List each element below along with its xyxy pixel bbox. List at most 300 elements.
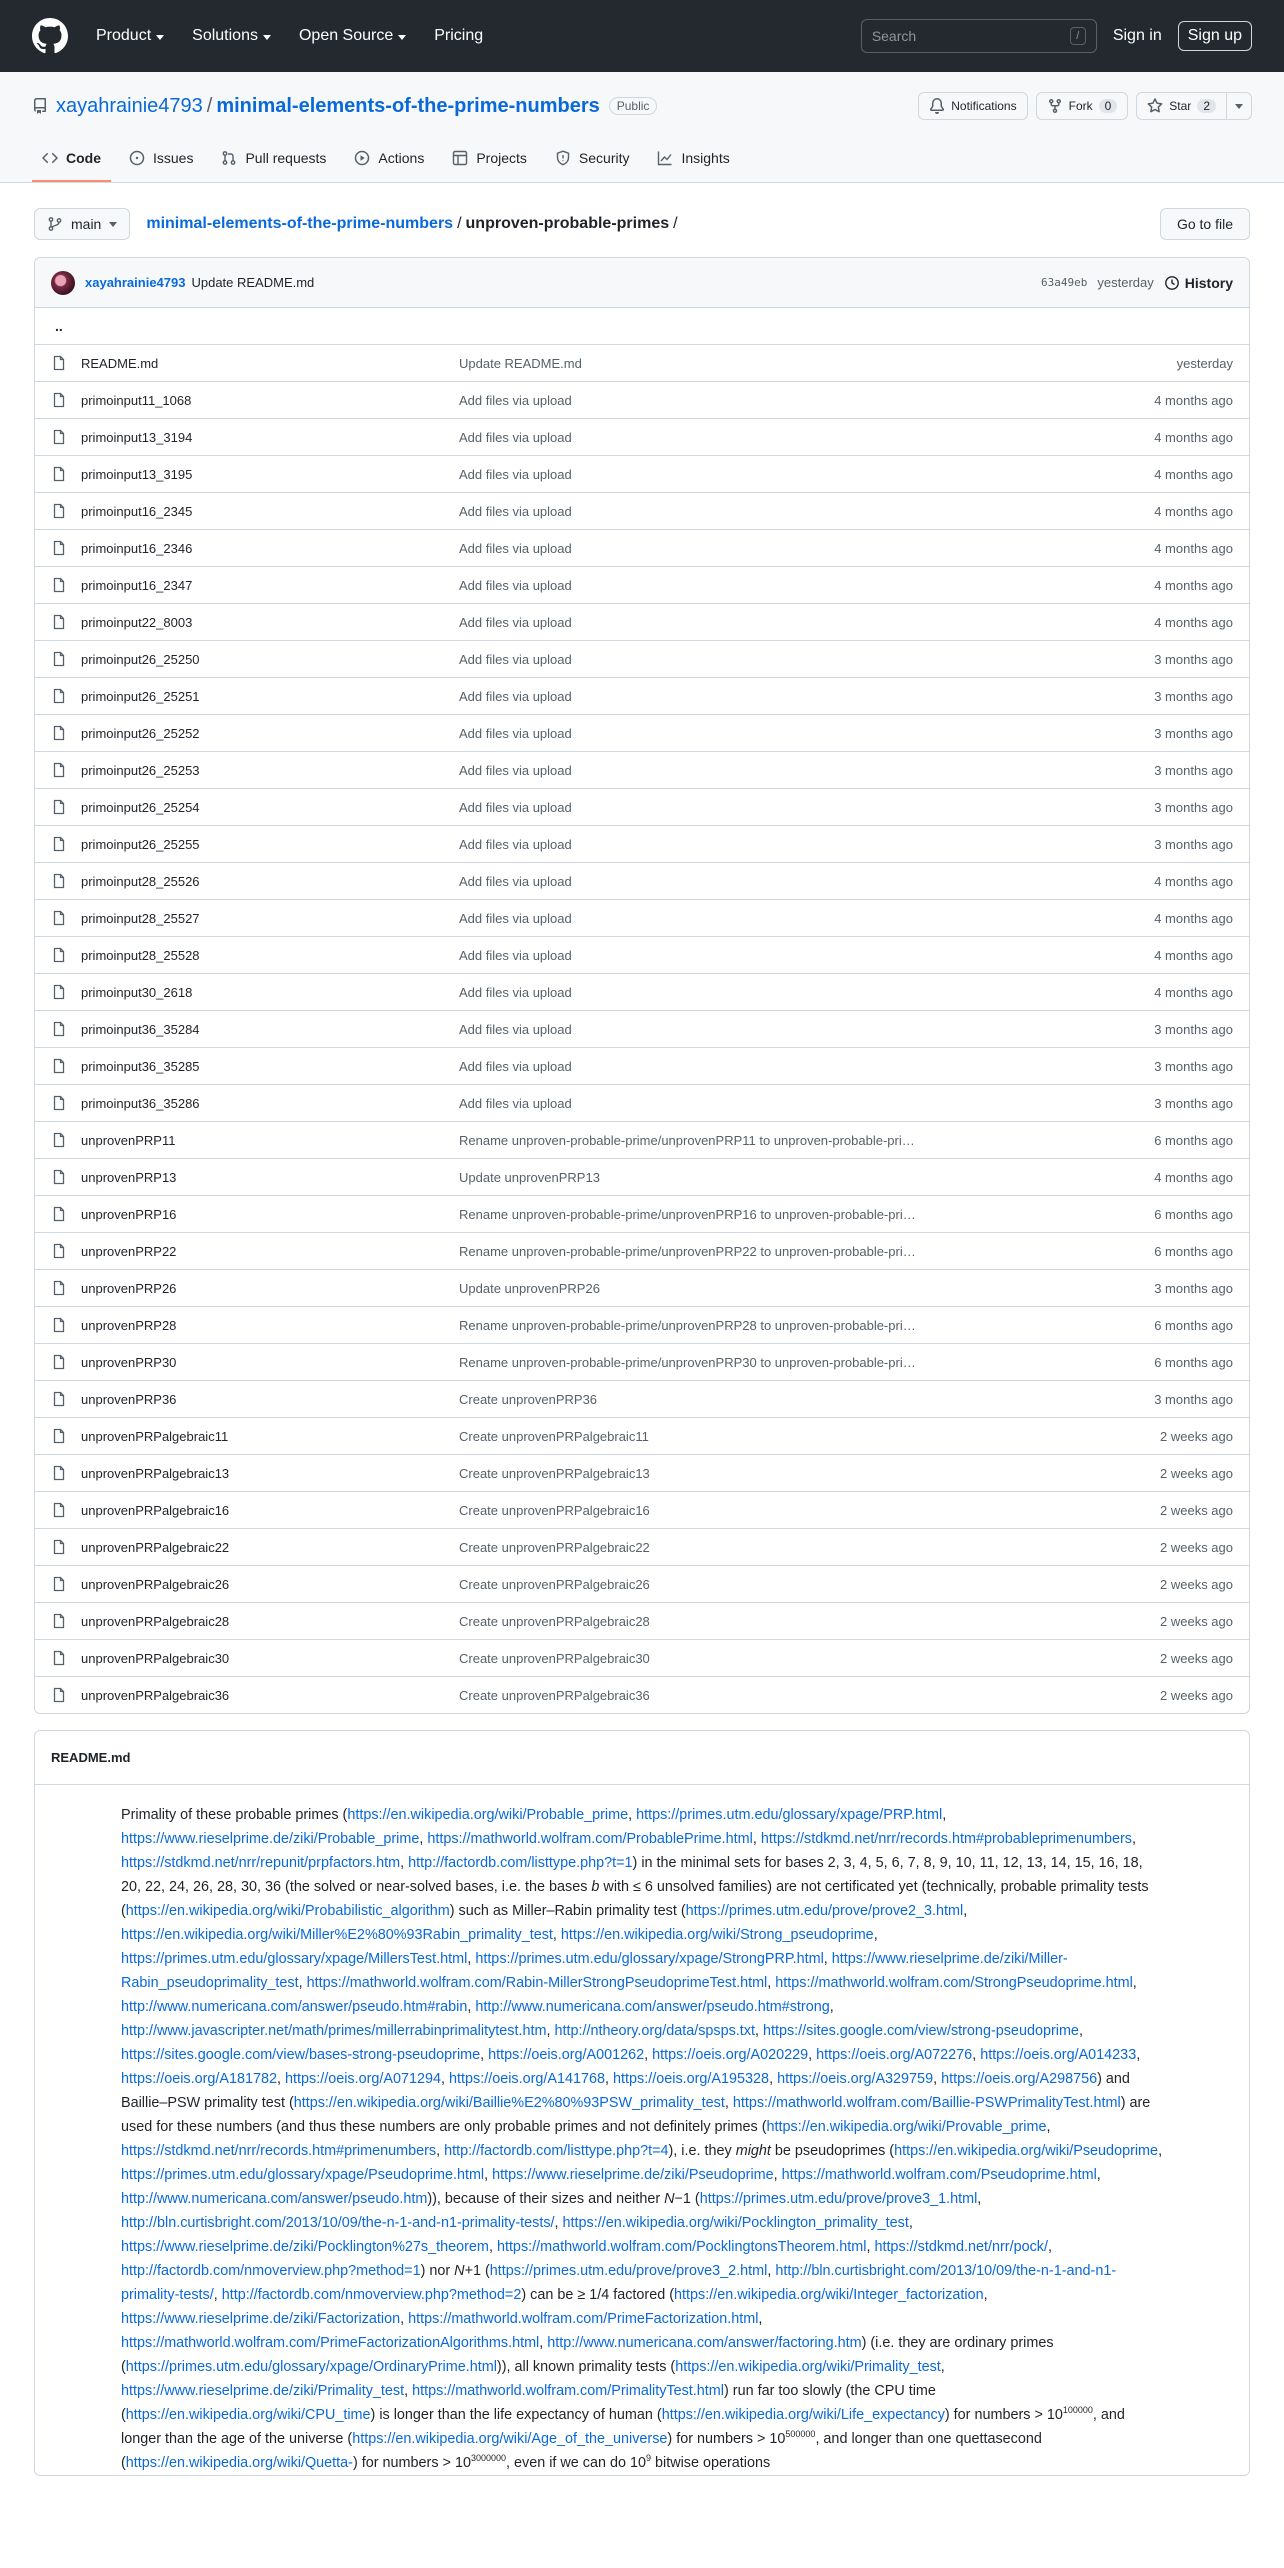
file-name-link[interactable]: unprovenPRP36 (81, 1391, 177, 1407)
file-commit-message-link[interactable]: Update README.md (459, 355, 582, 371)
file-date: 2 weeks ago (1160, 1539, 1233, 1555)
repo-tabs (32, 142, 1252, 182)
readme-link[interactable]: https://mathworld.wolfram.com/Baillie-PSWPrimalityTest.html (732, 2095, 1121, 2111)
file-name-link[interactable]: unprovenPRP28 (81, 1317, 177, 1333)
readme-link[interactable]: https://oeis.org/A072276 (816, 2047, 973, 2063)
file-commit-message-link[interactable]: Create unprovenPRPalgebraic30 (459, 1650, 650, 1666)
readme-text: bitwise operations (651, 2455, 771, 2471)
readme-text: Primality of these probable primes ( (121, 1807, 348, 1823)
branch-selector[interactable] (34, 208, 130, 240)
readme-text: , and longer than one quettasecond ( (121, 2431, 1042, 2471)
file-commit-message-link[interactable]: Update unprovenPRP13 (459, 1169, 600, 1185)
file-commit-message-link[interactable]: Add files via upload (459, 429, 572, 445)
readme-link[interactable]: https://mathworld.wolfram.com/ProbablePrime.html (427, 1831, 753, 1847)
fork-count: 0 (1099, 99, 1118, 113)
readme-italic-text: might (735, 2143, 771, 2159)
readme-link[interactable]: https://sites.google.com/view/strong-pseudoprime (762, 2023, 1079, 2039)
file-name-link[interactable]: unprovenPRPalgebraic30 (81, 1650, 230, 1666)
file-commit-message-link[interactable]: Add files via upload (459, 873, 572, 889)
file-name-link[interactable]: unprovenPRP26 (81, 1280, 177, 1296)
readme-link[interactable]: https://oeis.org/A141768 (449, 2071, 606, 2087)
file-date: 6 months ago (1154, 1243, 1233, 1259)
sign-in-link[interactable]: Sign in (1112, 27, 1162, 44)
readme-text: , (754, 2023, 763, 2039)
file-name-link[interactable]: primoinput13_3194 (81, 429, 193, 445)
file-name-link[interactable]: unprovenPRPalgebraic28 (81, 1613, 230, 1629)
file-date: 3 months ago (1154, 799, 1233, 815)
readme-link[interactable]: https://stdkmd.net/nrr/pock/ (874, 2239, 1048, 2255)
tab-insights[interactable] (647, 142, 739, 182)
table-row (35, 677, 1249, 714)
readme-link[interactable]: https://oeis.org/A181782 (121, 2071, 278, 2087)
readme-link[interactable]: https://en.wikipedia.org/wiki/Primality_test (675, 2359, 941, 2375)
readme-text: ) is longer than the life expectancy of human ( (370, 2407, 662, 2423)
file-date: 4 months ago (1154, 540, 1233, 556)
file-commit-message-link[interactable]: Add files via upload (459, 466, 572, 482)
tab-pull-requests[interactable] (211, 142, 336, 182)
readme-link[interactable]: https://mathworld.wolfram.com/StrongPseudoprime.html (775, 1975, 1133, 1991)
file-commit-message-link[interactable]: Add files via upload (459, 503, 572, 519)
parent-directory-link[interactable]: .. (55, 318, 63, 334)
file-name-link[interactable]: unprovenPRPalgebraic36 (81, 1687, 230, 1703)
readme-link[interactable]: https://www.rieselprime.de/ziki/Primality_test (121, 2383, 405, 2399)
readme-link[interactable]: https://primes.utm.edu/glossary/xpage/OrdinaryPrime.html (125, 2359, 497, 2375)
sign-up-button[interactable]: Sign up (1178, 21, 1252, 51)
readme-text: , (942, 1807, 947, 1823)
chevron-down-icon (1235, 104, 1243, 109)
nav-open-source[interactable] (299, 27, 406, 45)
file-name-link[interactable]: unprovenPRP16 (81, 1206, 177, 1222)
readme-text: ) such as Miller–Rabin primality test ( (449, 1903, 686, 1919)
table-row (35, 418, 1249, 455)
readme-text: , (972, 2047, 981, 2063)
readme-text: , (644, 2047, 653, 2063)
readme-link[interactable]: http://www.numericana.com/answer/pseudo.htm (121, 2191, 428, 2207)
readme-text: , (1048, 2239, 1052, 2255)
file-commit-message-link[interactable]: Add files via upload (459, 577, 572, 593)
readme-text: , (488, 2239, 497, 2255)
readme-link[interactable]: https://en.wikipedia.org/wiki/Pocklington_primality_test (562, 2215, 909, 2231)
readme-link[interactable]: https://oeis.org/A329759 (777, 2071, 934, 2087)
readme-link[interactable]: https://primes.utm.edu/prove/prove3_1.html (699, 2191, 978, 2207)
readme-link[interactable]: http://www.numericana.com/answer/factoring.htm (547, 2335, 862, 2351)
nav-product-label: Product (96, 27, 152, 44)
readme-text: , (823, 1951, 832, 1967)
readme-link[interactable]: https://www.rieselprime.de/ziki/Pocklington%27s_theorem (121, 2239, 489, 2255)
file-name-link[interactable]: README.md (81, 355, 159, 371)
file-name-link[interactable]: unprovenPRP22 (81, 1243, 177, 1259)
readme-text: , (298, 1975, 307, 1991)
readme-body (35, 1785, 1249, 2475)
file-icon (51, 984, 67, 1000)
table-row (35, 1232, 1249, 1269)
table-row (35, 603, 1249, 640)
readme-italic-text: N (664, 2191, 675, 2207)
readme-link[interactable]: https://primes.utm.edu/glossary/xpage/PRP.html (636, 1807, 943, 1823)
readme-link[interactable]: https://en.wikipedia.org/wiki/Miller%E2%80%93Rabin_primality_test (121, 1927, 553, 1943)
repo-owner-link[interactable]: xayahrainie4793 (56, 94, 203, 117)
readme-text: , (773, 2167, 782, 2183)
file-commit-message-link[interactable]: Rename unproven-probable-prime/unprovenPRP28 to unproven-probable-pri… (459, 1317, 916, 1333)
readme-link[interactable]: http://www.javascripter.net/math/primes/millerrabinprimalitytest.htm (121, 2023, 547, 2039)
readme-link[interactable]: https://en.wikipedia.org/wiki/Life_expectancy (661, 2407, 945, 2423)
file-commit-message-link[interactable]: Add files via upload (459, 392, 572, 408)
play-icon (354, 150, 370, 166)
file-name-link[interactable]: unprovenPRPalgebraic16 (81, 1502, 230, 1518)
file-name-link[interactable]: unprovenPRP30 (81, 1354, 177, 1370)
readme-text: ) in the minimal sets for bases 2, 3, 4, 5, 6, 7, 8, 9, 10, 11, 12, 13, 14, 15, 16, 18, 20, 22, 24, 26, 28, 30, 36 (the solved or near-solved bases, i.e. the bases (121, 1855, 1143, 1895)
readme-link[interactable]: http://www.numericana.com/answer/pseudo.htm#rabin (121, 1999, 468, 2015)
readme-text: with ≤ 6 unsolved families) are not certificated yet (technically, probable primality tests ( (121, 1879, 1149, 1919)
readme-link[interactable]: http://factordb.com/listtype.php?t=4 (444, 2143, 669, 2159)
readme-text: ), i.e. they (668, 2143, 736, 2159)
readme-link[interactable]: http://factordb.com/nmoverview.php?method=2 (221, 2287, 522, 2303)
readme-link[interactable]: http://factordb.com/listtype.php?t=1 (408, 1855, 633, 1871)
file-commit-message-link[interactable]: Add files via upload (459, 836, 572, 852)
branch-icon (47, 216, 63, 232)
table-row (35, 1417, 1249, 1454)
fork-icon (1047, 98, 1063, 114)
table-icon (452, 150, 468, 166)
chevron-down-icon (263, 35, 271, 40)
file-commit-message-link[interactable]: Add files via upload (459, 910, 572, 926)
file-date: 2 weeks ago (1160, 1613, 1233, 1629)
repo-icon (32, 98, 48, 114)
readme-link[interactable]: http://bln.curtisbright.com/2013/10/09/the-n-1-and-n1-primality-tests/ (121, 2215, 555, 2231)
readme-link[interactable]: https://www.rieselprime.de/ziki/Pseudoprime (492, 2167, 774, 2183)
file-commit-message-link[interactable]: Rename unproven-probable-prime/unprovenPRP11 to unproven-probable-pri… (459, 1132, 915, 1148)
tab-security[interactable] (545, 142, 640, 182)
file-commit-message-link[interactable]: Rename unproven-probable-prime/unprovenPRP30 to unproven-probable-pri… (459, 1354, 916, 1370)
file-name-link[interactable]: primoinput36_35284 (81, 1021, 200, 1037)
readme-link[interactable]: https://en.wikipedia.org/wiki/Probabilistic_algorithm (125, 1903, 450, 1919)
readme-text: , (480, 2047, 489, 2063)
table-row (35, 529, 1249, 566)
star-button-group (1136, 92, 1252, 120)
readme-text: ) (i.e. they are ordinary primes ( (121, 2335, 1054, 2375)
star-button[interactable] (1136, 92, 1227, 120)
readme-text: ) for numbers > 10 (944, 2407, 1063, 2423)
file-name-link[interactable]: primoinput30_2618 (81, 984, 193, 1000)
repo-header (0, 72, 1284, 183)
readme-text: , (484, 2167, 493, 2183)
file-commit-message-link[interactable]: Add files via upload (459, 762, 572, 778)
readme-text: , (400, 1855, 409, 1871)
readme-text: , (752, 1831, 761, 1847)
readme-link[interactable]: https://en.wikipedia.org/wiki/Pseudoprime (894, 2143, 1159, 2159)
readme-link[interactable]: https://en.wikipedia.org/wiki/Integer_factorization (674, 2287, 984, 2303)
file-name-link[interactable]: unprovenPRP11 (81, 1132, 176, 1148)
readme-text: , and longer than the age of the universe ( (121, 2407, 1125, 2447)
readme-link[interactable]: https://oeis.org/A001262 (488, 2047, 645, 2063)
tab-issues[interactable] (119, 142, 203, 182)
readme-link[interactable]: https://www.rieselprime.de/ziki/Factorization (121, 2311, 401, 2327)
readme-link[interactable]: https://mathworld.wolfram.com/PocklingtonsTheorem.html (496, 2239, 867, 2255)
file-date: 2 weeks ago (1160, 1502, 1233, 1518)
star-list-dropdown[interactable] (1227, 92, 1252, 120)
file-commit-message-link[interactable]: Create unprovenPRPalgebraic11 (459, 1428, 649, 1444)
file-name-link[interactable]: primoinput11_1068 (81, 392, 192, 408)
tab-projects[interactable] (442, 142, 537, 182)
readme-link[interactable]: https://sites.google.com/view/bases-strong-pseudoprime (121, 2047, 481, 2063)
file-name-link[interactable]: primoinput16_2346 (81, 540, 193, 556)
file-date: 3 months ago (1154, 1058, 1233, 1074)
file-name-link[interactable]: primoinput13_3195 (81, 466, 193, 482)
file-commit-message-link[interactable]: Rename unproven-probable-prime/unprovenPRP16 to unproven-probable-pri… (459, 1206, 916, 1222)
file-icon (51, 947, 67, 963)
file-name-link[interactable]: primoinput28_25526 (81, 873, 200, 889)
readme-link[interactable]: http://factordb.com/nmoverview.php?method=1 (121, 2263, 421, 2279)
file-name-link[interactable]: primoinput26_25253 (81, 762, 200, 778)
file-icon (51, 1354, 67, 1370)
file-icon (51, 1132, 67, 1148)
tab-code[interactable] (32, 142, 111, 182)
readme-text: , (769, 2071, 778, 2087)
tab-code-label: Code (66, 150, 101, 166)
readme-link[interactable]: https://oeis.org/A014233 (980, 2047, 1137, 2063)
readme-link[interactable]: https://en.wikipedia.org/wiki/Provable_prime (766, 2119, 1047, 2135)
nav-open-source-label: Open Source (298, 27, 394, 44)
search-input[interactable] (861, 19, 1097, 53)
file-date: 4 months ago (1154, 1169, 1233, 1185)
file-name-link[interactable]: primoinput26_25255 (81, 836, 200, 852)
readme-text: , (539, 2335, 548, 2351)
file-date: 4 months ago (1154, 466, 1233, 482)
file-commit-message-link[interactable]: Create unprovenPRPalgebraic36 (459, 1687, 650, 1703)
breadcrumb-separator: / (457, 215, 462, 232)
readme-link[interactable]: https://primes.utm.edu/prove/prove2_3.html (685, 1903, 964, 1919)
file-icon (51, 836, 67, 852)
readme-text: , (866, 2239, 875, 2255)
avatar[interactable] (51, 271, 75, 295)
file-date: 4 months ago (1154, 503, 1233, 519)
readme-link[interactable]: https://mathworld.wolfram.com/Rabin-MillerStrongPseudoprimeTest.html (306, 1975, 768, 1991)
readme-link[interactable]: http://bln.curtisbright.com/2013/10/09/the-n-1-and-n1-primality-tests/ (121, 2263, 1117, 2303)
file-name-link[interactable]: primoinput26_25251 (81, 688, 200, 704)
readme-link[interactable]: http://ntheory.org/data/spsps.txt (554, 2023, 755, 2039)
file-commit-message-link[interactable]: Add files via upload (459, 688, 572, 704)
readme-link[interactable]: https://oeis.org/A298756 (941, 2071, 1098, 2087)
file-name-link[interactable]: unprovenPRPalgebraic11 (81, 1428, 229, 1444)
file-name-link[interactable]: primoinput16_2345 (81, 503, 193, 519)
commit-time: yesterday (1097, 275, 1154, 290)
file-icon (51, 1206, 67, 1222)
file-commit-message-link[interactable]: Update unprovenPRP26 (459, 1280, 600, 1296)
file-commit-message-link[interactable]: Add files via upload (459, 725, 572, 741)
readme-link[interactable]: https://mathworld.wolfram.com/PrimeFactorization.html (408, 2311, 759, 2327)
fork-button[interactable] (1036, 92, 1129, 120)
file-icon (51, 1650, 67, 1666)
readme-link[interactable]: https://primes.utm.edu/glossary/xpage/Pseudoprime.html (121, 2167, 485, 2183)
notifications-label: Notifications (951, 99, 1017, 113)
nav-product[interactable] (96, 27, 164, 45)
readme-link[interactable]: https://en.wikipedia.org/wiki/Age_of_the_universe (352, 2431, 668, 2447)
tab-actions[interactable] (344, 142, 434, 182)
repo-name-link[interactable]: minimal-elements-of-the-prime-numbers (216, 94, 600, 117)
file-commit-message-link[interactable]: Add files via upload (459, 947, 572, 963)
file-icon (51, 1169, 67, 1185)
file-name-link[interactable]: primoinput26_25254 (81, 799, 200, 815)
issue-icon (129, 150, 145, 166)
readme-link[interactable]: https://oeis.org/A071294 (285, 2071, 442, 2087)
table-row (35, 1047, 1249, 1084)
readme-link[interactable]: https://en.wikipedia.org/wiki/Probable_prime (347, 1807, 629, 1823)
file-date: 6 months ago (1154, 1132, 1233, 1148)
readme-link[interactable]: https://www.rieselprime.de/ziki/Miller-Rabin_pseudoprimality_test (121, 1951, 1068, 1991)
readme-text: , (467, 1951, 476, 1967)
file-commit-message-link[interactable]: Create unprovenPRP36 (459, 1391, 598, 1407)
file-name-link[interactable]: primoinput26_25250 (81, 651, 200, 667)
file-icon (51, 466, 67, 482)
file-name-link[interactable]: unprovenPRPalgebraic26 (81, 1576, 230, 1592)
file-icon (51, 1465, 67, 1481)
file-commit-message-link[interactable]: Create unprovenPRPalgebraic16 (459, 1502, 650, 1518)
file-commit-message-link[interactable]: Add files via upload (459, 799, 572, 815)
readme-text: , (605, 2071, 614, 2087)
github-logo-icon[interactable] (32, 18, 68, 54)
readme-link[interactable]: https://primes.utm.edu/glossary/xpage/StrongPRP.html (475, 1951, 824, 1967)
readme-text: , (436, 2143, 445, 2159)
readme-link[interactable]: https://primes.utm.edu/glossary/xpage/MillersTest.html (121, 1951, 468, 1967)
readme-text: , (829, 1999, 834, 2015)
notifications-button[interactable] (918, 92, 1027, 120)
readme-link[interactable]: https://mathworld.wolfram.com/PrimalityTest.html (412, 2383, 724, 2399)
go-to-file-button[interactable]: Go to file (1160, 208, 1250, 240)
tab-issues-label: Issues (153, 150, 194, 166)
readme-text: , (1132, 1975, 1137, 1991)
fork-label: Fork (1068, 99, 1093, 113)
readme-header: README.md (35, 1731, 1249, 1785)
star-label: Star (1169, 99, 1192, 113)
file-name-link[interactable]: primoinput36_35285 (81, 1058, 200, 1074)
file-name-link[interactable]: primoinput28_25527 (81, 910, 200, 926)
file-commit-message-link[interactable]: Create unprovenPRPalgebraic28 (459, 1613, 650, 1629)
readme-link[interactable]: https://en.wikipedia.org/wiki/Strong_pseudoprime (560, 1927, 874, 1943)
file-name-link[interactable]: unprovenPRP13 (81, 1169, 177, 1185)
table-row (35, 714, 1249, 751)
readme-italic-text: N (454, 2263, 465, 2279)
file-name-link[interactable]: unprovenPRPalgebraic22 (81, 1539, 230, 1555)
readme-text: , (940, 2359, 945, 2375)
file-name-link[interactable]: primoinput28_25528 (81, 947, 200, 963)
readme-link[interactable]: https://stdkmd.net/nrr/records.htm#primenumbers (121, 2143, 437, 2159)
file-commit-message-link[interactable]: Add files via upload (459, 1058, 572, 1074)
file-date: 4 months ago (1154, 429, 1233, 445)
visibility-badge: Public (609, 97, 658, 115)
readme-link[interactable]: https://oeis.org/A195328 (613, 2071, 770, 2087)
readme-link[interactable]: https://en.wikipedia.org/wiki/CPU_time (125, 2407, 371, 2423)
file-name-link[interactable]: primoinput22_8003 (81, 614, 193, 630)
file-commit-message-link[interactable]: Add files via upload (459, 1021, 572, 1037)
file-icon (51, 429, 67, 445)
readme-italic-text: b (591, 1879, 600, 1895)
file-commit-message-link[interactable]: Create unprovenPRPalgebraic13 (459, 1465, 650, 1481)
readme-link[interactable]: https://primes.utm.edu/prove/prove3_2.html (489, 2263, 768, 2279)
file-icon (51, 910, 67, 926)
readme-link[interactable]: http://www.numericana.com/answer/pseudo.htm#strong (475, 1999, 830, 2015)
file-date: 3 months ago (1154, 1391, 1233, 1407)
file-date: 4 months ago (1154, 614, 1233, 630)
file-commit-message-link[interactable]: Create unprovenPRPalgebraic22 (459, 1539, 650, 1555)
nav-pricing[interactable] (434, 27, 483, 45)
file-name-link[interactable]: primoinput26_25252 (81, 725, 200, 741)
readme-text: , (1136, 2047, 1141, 2063)
file-date: 3 months ago (1154, 762, 1233, 778)
readme-link[interactable]: https://oeis.org/A020229 (652, 2047, 809, 2063)
file-date: yesterday (1176, 355, 1233, 371)
readme-link[interactable]: https://mathworld.wolfram.com/Pseudoprime.html (781, 2167, 1097, 2183)
table-row (35, 1158, 1249, 1195)
file-date: 2 weeks ago (1160, 1465, 1233, 1481)
readme-text: )), because of their sizes and neither (427, 2191, 665, 2207)
star-count: 2 (1197, 99, 1216, 113)
nav-solutions[interactable] (192, 27, 271, 45)
file-commit-message-link[interactable]: Add files via upload (459, 651, 572, 667)
readme-text: , (628, 1807, 637, 1823)
file-icon (51, 540, 67, 556)
history-link[interactable] (1164, 275, 1233, 291)
commit-sha-link[interactable]: 63a49eb (1041, 276, 1088, 289)
file-commit-message-link[interactable]: Add files via upload (459, 1095, 572, 1111)
readme-link[interactable]: https://www.rieselprime.de/ziki/Probable_prime (121, 1831, 420, 1847)
file-icon (51, 1317, 67, 1333)
readme-link[interactable]: https://en.wikipedia.org/wiki/Quetta- (125, 2455, 353, 2471)
table-row (35, 1084, 1249, 1121)
table-row (35, 1380, 1249, 1417)
table-row (35, 1639, 1249, 1676)
readme-link[interactable]: https://en.wikipedia.org/wiki/Baillie%E2%80%93PSW_primality_test (293, 2095, 725, 2111)
file-date: 2 weeks ago (1160, 1576, 1233, 1592)
table-row (35, 640, 1249, 677)
readme-text: +1 ( (464, 2263, 490, 2279)
file-name-link[interactable]: unprovenPRPalgebraic13 (81, 1465, 230, 1481)
table-row (35, 899, 1249, 936)
readme-text: ) run far too slowly (the CPU time ( (121, 2383, 936, 2423)
breadcrumb-root-link[interactable]: minimal-elements-of-the-prime-numbers (146, 215, 454, 232)
file-commit-message-link[interactable]: Add files via upload (459, 614, 572, 630)
star-icon (1147, 98, 1163, 114)
readme-text: , (404, 2383, 413, 2399)
table-row (35, 566, 1249, 603)
readme-text: , (213, 2287, 222, 2303)
readme-text: , (552, 1927, 561, 1943)
file-commit-message-link[interactable]: Create unprovenPRPalgebraic26 (459, 1576, 650, 1592)
readme-text: ) and Baillie–PSW primality test ( (121, 2071, 1130, 2111)
table-row (35, 825, 1249, 862)
readme-link[interactable]: https://stdkmd.net/nrr/repunit/prpfactors.htm (121, 1855, 401, 1871)
file-name-link[interactable]: primoinput16_2347 (81, 577, 193, 593)
file-name-link[interactable]: primoinput36_35286 (81, 1095, 200, 1111)
tab-projects-label: Projects (476, 150, 527, 166)
readme-link[interactable]: https://mathworld.wolfram.com/PrimeFactorizationAlgorithms.html (121, 2335, 540, 2351)
file-commit-message-link[interactable]: Add files via upload (459, 984, 572, 1000)
commit-message-link[interactable]: Update README.md (191, 275, 315, 290)
file-list (35, 344, 1249, 1713)
readme-link[interactable]: https://stdkmd.net/nrr/records.htm#probableprimenumbers (760, 1831, 1132, 1847)
readme-text: , (758, 2311, 763, 2327)
readme-text: , even if we can do 10 (506, 2455, 646, 2471)
file-commit-message-link[interactable]: Add files via upload (459, 540, 572, 556)
file-icon (51, 1539, 67, 1555)
file-icon (51, 762, 67, 778)
repo-actions (918, 92, 1252, 120)
readme-superscript: 3000000 (470, 2453, 506, 2464)
commit-author-link[interactable]: xayahrainie4793 (85, 275, 186, 290)
table-row (35, 455, 1249, 492)
file-commit-message-link[interactable]: Rename unproven-probable-prime/unprovenPRP22 to unproven-probable-pri… (459, 1243, 916, 1259)
readme-text: ) are used for these numbers (and thus these numbers are only probable primes and not definitely primes ( (121, 2095, 1151, 2135)
code-icon (42, 150, 58, 166)
